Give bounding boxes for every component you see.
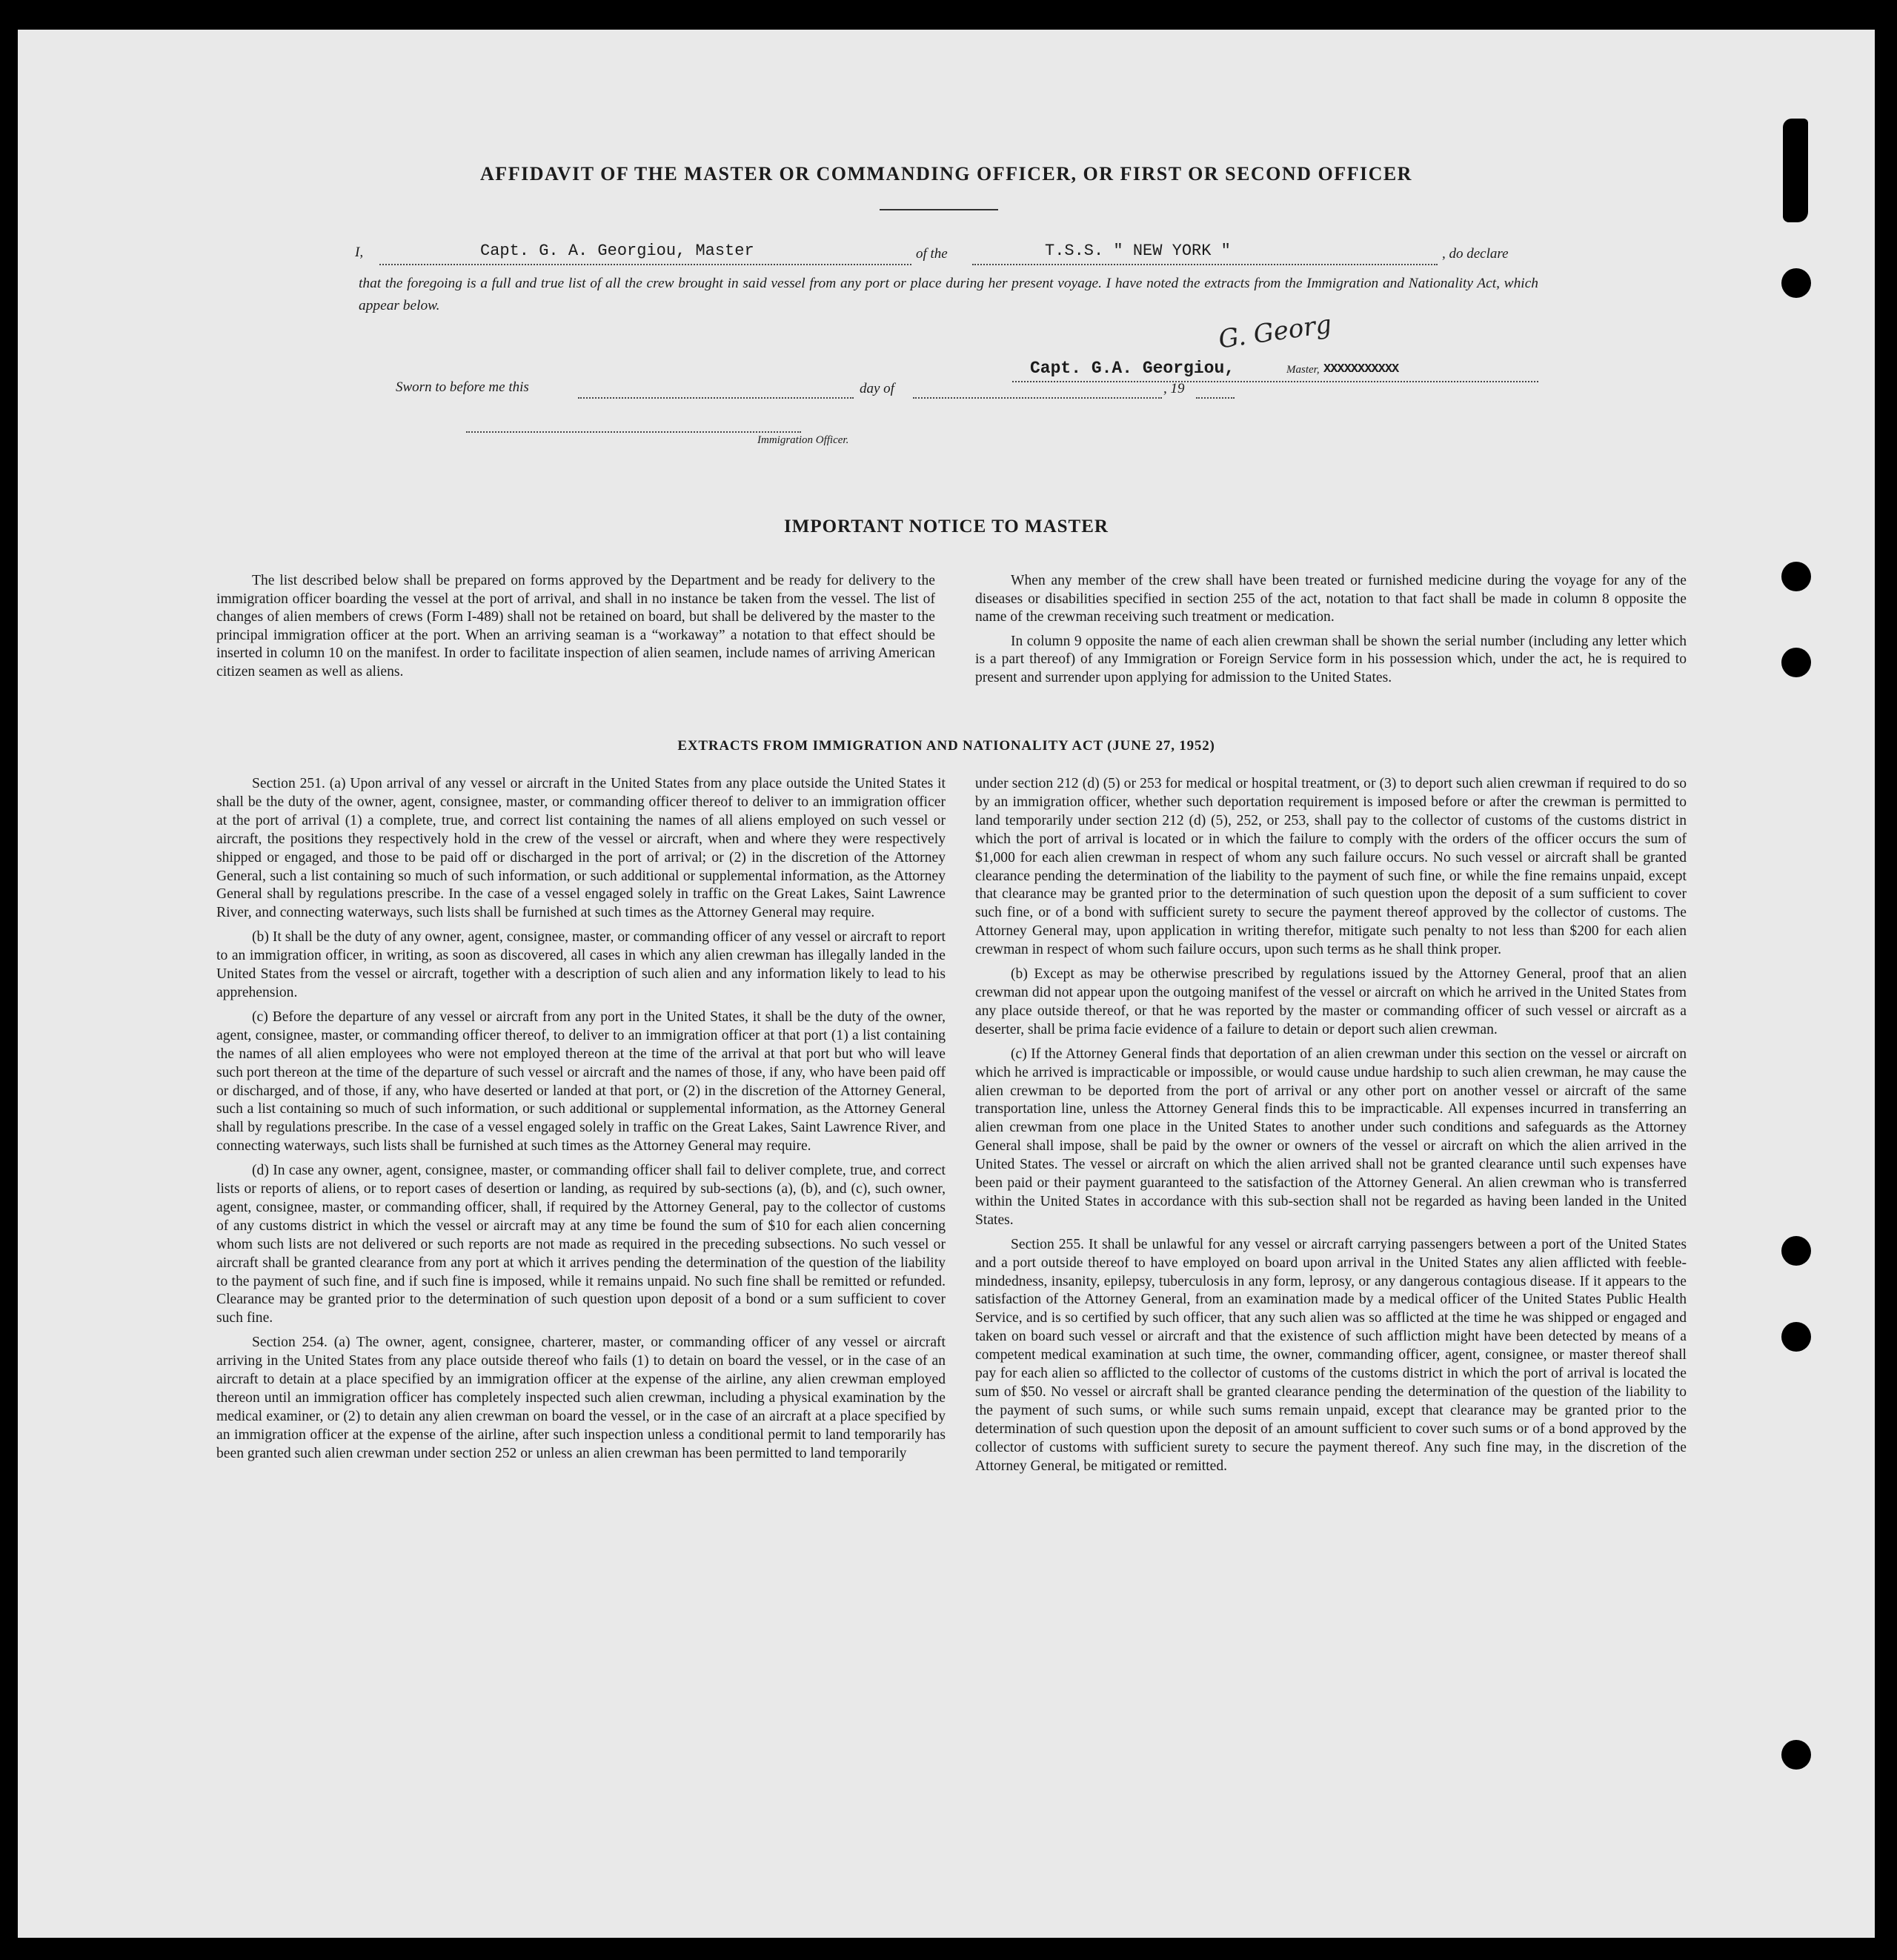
punch-hole bbox=[1781, 268, 1811, 298]
notice-title: IMPORTANT NOTICE TO MASTER bbox=[784, 516, 1109, 536]
act-paragraph: (d) In case any owner, agent, consignee, master, or commanding officer shall fail to deliver complete, true, and correct lists or reports of aliens, or to report cases of desertion or landing, as required by sub-sections (a), (b), and (c), such owner, agent, consignee, master, or commanding officer, shall, if required by the Attorney General, pay to the collector of customs of any customs district in which the vessel or aircraft may at any time be found the sum of $10 for each alien concerning whom such lists are not delivered or such reports are not made as required in the preceding subsections. No such vessel or aircraft shall be granted clearance from any port at which it arrives pending the determination of the question of the liability to the payment of such fine, and if such fine is imposed, while it remains unpaid. No such fine shall be remitted or refunded. Clearance may be granted prior to the determination of such question upon deposit of a bond or a sum sufficient to cover such fine. bbox=[216, 1163, 946, 1326]
do-declare-label: , do declare bbox=[1442, 246, 1509, 262]
binding-mark bbox=[1783, 119, 1808, 222]
title-divider bbox=[880, 209, 998, 210]
i-label: I, bbox=[355, 245, 364, 260]
sworn-year-field bbox=[1196, 378, 1235, 399]
sworn-month-field bbox=[913, 378, 1162, 399]
sworn-label: Sworn to before me this bbox=[396, 379, 529, 395]
sworn-day-field bbox=[578, 378, 854, 399]
notice-paragraph: When any member of the crew shall have been treated or furnished medicine during the voyage for any of the diseases or disabilities specified in section 255 of the act, notation to that fact shall be made in column 8 opposite the name of the crewman receiving such treatment or medication. bbox=[975, 573, 1687, 625]
extracts-title: EXTRACTS FROM IMMIGRATION AND NATIONALITY ACT (JUNE 27, 1952) bbox=[677, 738, 1215, 754]
notice-right-column bbox=[975, 572, 1687, 688]
vessel-name-field bbox=[972, 243, 1438, 265]
act-paragraph: Section 255. It shall be unlawful for any vessel or aircraft carrying passengers between a port of the United States and a port outside thereof to have employed on board upon arrival in the United States any alien afflicted with feeble-mindedness, insanity, epilepsy, tuberculosis in any form, leprosy, or any dangerous contagious disease. If it appears to the satisfaction of the Attorney General, from an examination made by a medical officer of the United States Public Health Service, and is so certified by such officer, that any such alien was so afflicted at the time he was shipped or engaged and taken on board such vessel or aircraft and that the existence of such affliction might have been detected by means of a competent medical examination at such time, the owner, commanding officer, agent, consignee, or master thereof shall pay for each alien so afflicted to the collector of customs of the customs district in which the port of arrival is located the sum of $50. No vessel or aircraft shall be granted clearance pending the determination of the question of the liability to the payment of such sums, or while such sums remain unpaid, except that clearance may be granted prior to the determination of such question upon the deposit of an amount sufficient to cover such sums or of a bond approved by the collector of customs with sufficient surety to secure the payment thereof. Any such fine may, in the discretion of the Attorney General, be mitigated or remitted. bbox=[975, 1236, 1687, 1474]
declaration-text: that the foregoing is a full and true list of all the crew brought in said vessel from any port or place during her present voyage. I have noted the extracts from the Immigration and Nationality Act, which appear below. bbox=[359, 276, 1538, 313]
notice-paragraph: In column 9 opposite the name of each alien crewman shall be shown the serial number (including any letter which is a part thereof) of any Immigration or Foreign Service form in his possession which, under the act, he is required to present and surrender upon applying for admission to the United States. bbox=[975, 633, 1687, 685]
act-paragraph: (c) If the Attorney General finds that deportation of an alien crewman under this section on the vessel or aircraft on which he arrived is impracticable or impossible, or would cause undue hardship to such alien crewman, he may cause the alien crewman to be deported from the port of arrival or any other port on another vessel or aircraft of the same transportation line, unless the Attorney General finds this to be impracticable. All expenses incurred in transferring an alien crewman from one place in the United States to another under such conditions and safeguards as the Attorney General shall impose, shall be paid by the owner or owners of the vessel or aircraft on which the alien arrived in the United States. The vessel or aircraft on which the alien arrived shall not be granted clearance until such expenses have been paid or their payment guaranteed to the satisfaction of the Attorney General. An alien crewman who is transferred within the United States in accordance with this sub-section shall not be regarded as having been landed in the United States. bbox=[975, 1046, 1687, 1228]
of-the-label: of the bbox=[916, 246, 948, 262]
affidavit-title: AFFIDAVIT OF THE MASTER OR COMMANDING OFFICER, OR FIRST OR SECOND OFFICER bbox=[480, 163, 1412, 185]
act-paragraph: Section 254. (a) The owner, agent, consignee, charterer, master, or commanding officer of any vessel or aircraft arriving in the United States from any place outside thereof who fails (1) to detain on board the vessel, or in the case of an aircraft to detain at a place specified by an immigration officer at the expense of the airline, any alien crewman employed thereon until an immigration officer has completely inspected such alien crewman, including a physical examination by the medical examiner, or (2) to detain any alien crewman on board the vessel, or in the case of an aircraft at a place specified by an immigration officer at the expense of the airline, after such inspection unless a conditional permit to land temporarily has been granted such alien crewman under section 252 or unless an alien crewman has been permitted to land temporarily bbox=[216, 1335, 946, 1461]
act-paragraph: (c) Before the departure of any vessel or aircraft from any port in the United States, it shall be the duty of the owner, agent, consignee, master, or commanding officer thereof, to deliver to an immigration officer at that port (1) a list containing the names of all alien employees who were not employed thereon at the time of the arrival at that port but who will leave such port thereon at the time of the departure of such vessel or aircraft and the names of those, if any, who have been paid off or discharged, and of those, if any, who have deserted or landed at that port, or (2) in the discretion of the Attorney General, such a list containing so much of such information, or such additional or supplemental information, as the Attorney General shall by regulations prescribe. In the case of a vessel engaged solely in traffic on the Great Lakes, Saint Lawrence River, and connecting waterways, such lists shall be furnished at such times as the Attorney General may require. bbox=[216, 1009, 946, 1155]
act-paragraph: under section 212 (d) (5) or 253 for medical or hospital treatment, or (3) to deport such alien crewman if required to do so by an immigration officer, whether such deportation requirement is imposed before or after the crewman is permitted to land temporarily under section 212 (d) (5), 252, or 253, shall pay to the collector of customs of the customs district in which the port of arrival is located or in which the failure to comply with the orders of the officer occurs the sum of $1,000 for each alien crewman in respect of whom any such failure occurs. No such vessel or aircraft shall be granted clearance pending the determination of the liability to the payment of such fine, or while the fine remains unpaid, except that clearance may be granted prior to the determination of such question upon the deposit of a sum sufficient to cover such fine, or of a bond with sufficient surety to secure the payment thereof approved by the collector of customs. The Attorney General may, upon application in writing therefor, mitigate such penalty to not less than $200 for each alien crewman in respect of whom such failure occurs, upon such terms as he shall think proper. bbox=[975, 776, 1687, 958]
extracts-left-column bbox=[216, 775, 946, 1464]
master-name-field bbox=[379, 243, 911, 265]
signature-role: Master, bbox=[1286, 364, 1320, 376]
extracts-right-column bbox=[975, 775, 1687, 1476]
document-page bbox=[18, 30, 1875, 1938]
master-name: Capt. G. A. Georgiou, Master bbox=[480, 242, 754, 260]
immigration-officer-line bbox=[466, 422, 801, 433]
act-paragraph: (b) It shall be the duty of any owner, agent, consignee, master, or commanding officer of any vessel or aircraft to report to an immigration officer, in writing, as soon as discovered, all cases in which any alien crewman has illegally landed in the United States from the vessel or aircraft, together with a description of such alien and any information likely to lead to his apprehension. bbox=[216, 929, 946, 1000]
punch-hole bbox=[1781, 1322, 1811, 1352]
immigration-officer-label: Immigration Officer. bbox=[757, 434, 849, 446]
act-paragraph: Section 251. (a) Upon arrival of any vessel or aircraft in the United States from any place outside the United States it shall be the duty of the owner, agent, consignee, master, or commanding officer thereof to deliver to an immigration officer at the port of arrival (1) a complete, true, and correct list containing the names of all aliens employed on such vessel or aircraft, the positions they respectively hold in the crew of the vessel or aircraft, when and where they were respectively shipped or engaged, and those to be paid off or discharged in the port of arrival; or (2) in the discretion of the Attorney General, such a list containing so much of such information, or such additional or supplemental information, as the Attorney General shall by regulations prescribe. In the case of a vessel engaged solely in traffic on the Great Lakes, Saint Lawrence River, and connecting waterways, such lists shall be furnished at such times as the Attorney General may require. bbox=[216, 776, 946, 921]
year-prefix: , 19 bbox=[1163, 381, 1185, 396]
punch-hole bbox=[1781, 562, 1811, 591]
notice-paragraph: The list described below shall be prepared on forms approved by the Department and be ready for delivery to the immigration officer boarding the vessel at the port of arrival, and shall in no instance be taken from the vessel. The list of changes of alien members of crews (Form I-489) shall not be retained on board, but shall be delivered by the master to the principal immigration officer at the port. When an arriving seaman is a “workaway” a notation to that effect should be inserted in column 10 on the manifest. In order to facilitate inspection of alien seamen, include names of arriving American citizen seamen as well as aliens. bbox=[216, 573, 935, 680]
day-of-label: day of bbox=[860, 381, 894, 396]
punch-hole bbox=[1781, 648, 1811, 677]
vessel-name: T.S.S. " NEW YORK " bbox=[1045, 242, 1231, 260]
notice-left-column bbox=[216, 572, 935, 682]
typed-signature: Capt. G.A. Georgiou, bbox=[1030, 359, 1235, 378]
handwritten-signature: G. Georg bbox=[1216, 309, 1334, 355]
punch-hole bbox=[1781, 1236, 1811, 1266]
act-paragraph: (b) Except as may be otherwise prescribed by regulations issued by the Attorney General, proof that an alien crewman did not appear upon the outgoing manifest of the vessel or aircraft on which he arrived in the United States from any place outside thereof, or that he was reported by the master or commanding officer of such vessel or aircraft as a deserter, shall be prima facie evidence of a failure to detain or deport such alien crewman. bbox=[975, 966, 1687, 1037]
punch-hole bbox=[1781, 1740, 1811, 1770]
struck-out-title: XXXXXXXXXXX bbox=[1323, 362, 1399, 376]
